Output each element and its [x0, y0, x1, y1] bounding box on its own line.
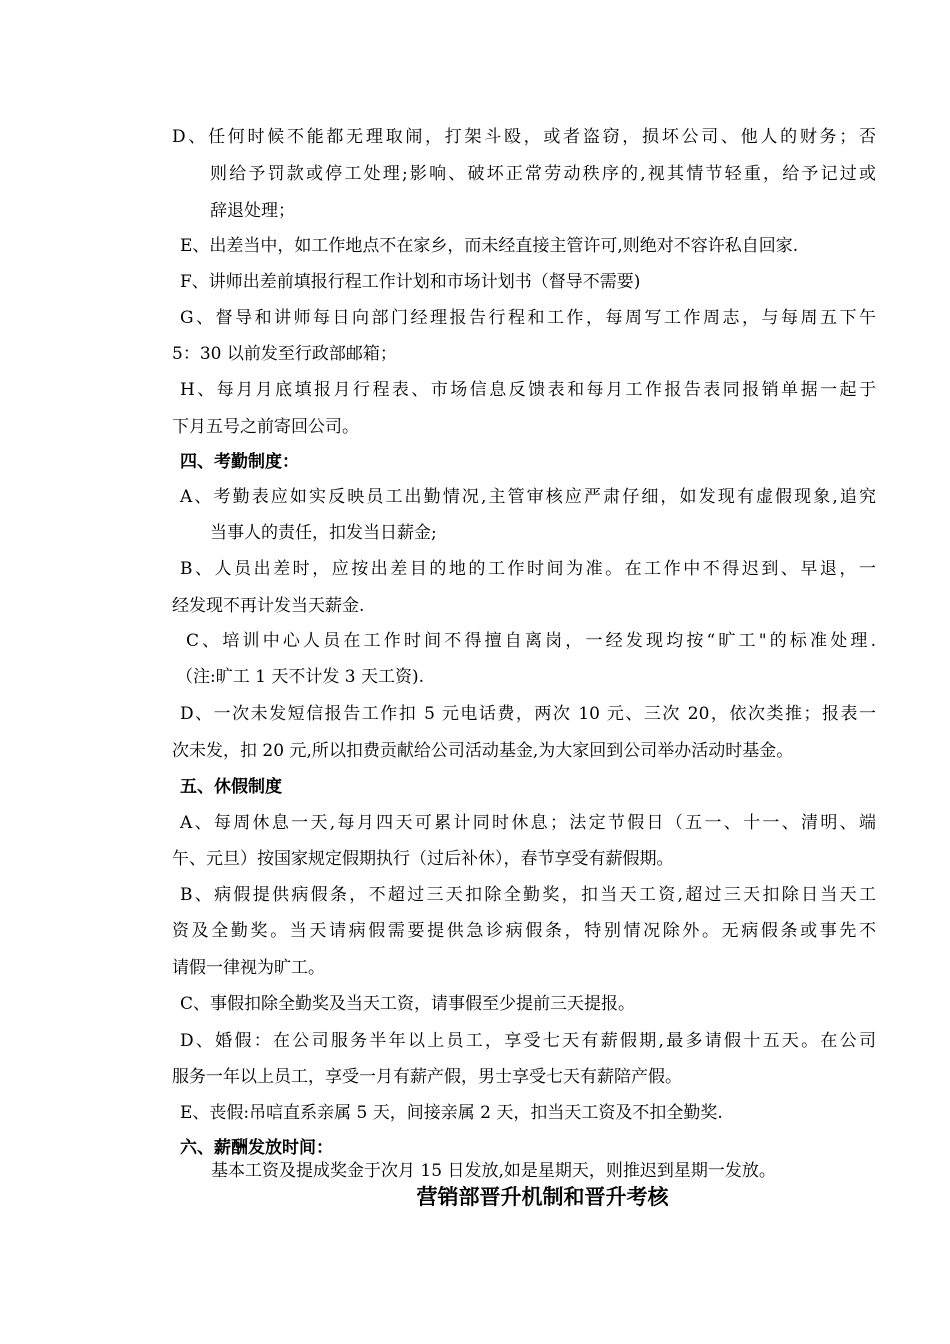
- rule-d-line-1: D、任何时候不能都无理取闹，打架斗殴，或者盗窃，损坏公司、他人的财务；否: [172, 127, 876, 147]
- rule-d-line-2: 则给予罚款或停工处理;影响、破坏正常劳动秩序的,视其情节轻重，给予记过或: [210, 164, 876, 184]
- attendance-b-line-2: 经发现不再计发当天薪金.: [172, 596, 365, 616]
- section-salary-heading: 六、薪酬发放时间：: [180, 1138, 333, 1158]
- attendance-c-line-1: C、培训中心人员在工作时间不得擅自离岗，一经发现均按“旷工"的标准处理.: [186, 631, 876, 651]
- rule-e: E、出差当中，如工作地点不在家乡，而未经直接主管许可,则绝对不容许私自回家.: [180, 236, 799, 256]
- section-leave-heading: 五、休假制度: [180, 777, 282, 797]
- attendance-a-line-2: 当事人的责任，扣发当日薪金;: [210, 523, 437, 543]
- rule-d-line-3: 辞退处理；: [210, 201, 295, 221]
- rule-g-line-2: 5：30 以前发至行政部邮箱；: [172, 344, 397, 364]
- attendance-d-line-2: 次未发，扣 20 元,所以扣费贡献给公司活动基金,为大家回到公司举办活动时基金。: [172, 741, 794, 761]
- leave-e: E、丧假:吊唁直系亲属 5 天，间接亲属 2 天，扣当天工资及不扣全勤奖.: [180, 1103, 723, 1123]
- attendance-b-line-1: B、人员出差时，应按出差目的地的工作时间为准。在工作中不得迟到、早退，一: [180, 559, 876, 579]
- rule-h-line-2: 下月五号之前寄回公司。: [172, 417, 359, 437]
- attendance-c-line-2: （注:旷工 1 天不计发 3 天工资).: [176, 667, 425, 687]
- leave-a-line-1: A、每周休息一天,每月四天可累计同时休息；法定节假日（五一、十一、清明、端: [180, 813, 876, 833]
- leave-b-line-2: 资及全勤奖。当天请病假需要提供急诊病假条，特别情况除外。无病假条或事先不: [172, 921, 876, 941]
- leave-c: C、事假扣除全勤奖及当天工资，请事假至少提前三天提报。: [180, 994, 636, 1014]
- leave-d-line-2: 服务一年以上员工，享受一月有薪产假，男士享受七天有薪陪产假。: [172, 1067, 682, 1087]
- salary-text: 基本工资及提成奖金于次月 15 日发放,如是星期天，则推迟到星期一发放。: [211, 1161, 776, 1181]
- leave-a-line-2: 午、元旦）按国家规定假期执行（过后补休），春节享受有薪假期。: [172, 849, 674, 869]
- section-title-promotion: 营销部晋升机制和晋升考核: [416, 1184, 669, 1209]
- attendance-a-line-1: A、考勤表应如实反映员工出勤情况,主管审核应严肃仔细，如发现有虚假现象,追究: [180, 487, 876, 507]
- rule-f: F、讲师出差前填报行程工作计划和市场计划书（督导不需要): [180, 272, 641, 292]
- attendance-d-line-1: D、一次未发短信报告工作扣 5 元电话费，两次 10 元、三次 20，依次类推；报表一: [180, 704, 876, 724]
- leave-b-line-3: 请假一律视为旷工。: [172, 958, 325, 978]
- section-attendance-heading: 四、考勤制度：: [180, 452, 299, 472]
- rule-h-line-1: H、每月月底填报月行程表、市场信息反馈表和每月工作报告表同报销单据一起于: [180, 380, 876, 400]
- rule-g-line-1: G、督导和讲师每日向部门经理报告行程和工作，每周写工作周志，与每周五下午: [180, 308, 876, 328]
- leave-d-line-1: D、婚假：在公司服务半年以上员工，享受七天有薪假期,最多请假十五天。在公司: [180, 1031, 876, 1051]
- leave-b-line-1: B、病假提供病假条，不超过三天扣除全勤奖，扣当天工资,超过三天扣除日当天工: [180, 885, 876, 905]
